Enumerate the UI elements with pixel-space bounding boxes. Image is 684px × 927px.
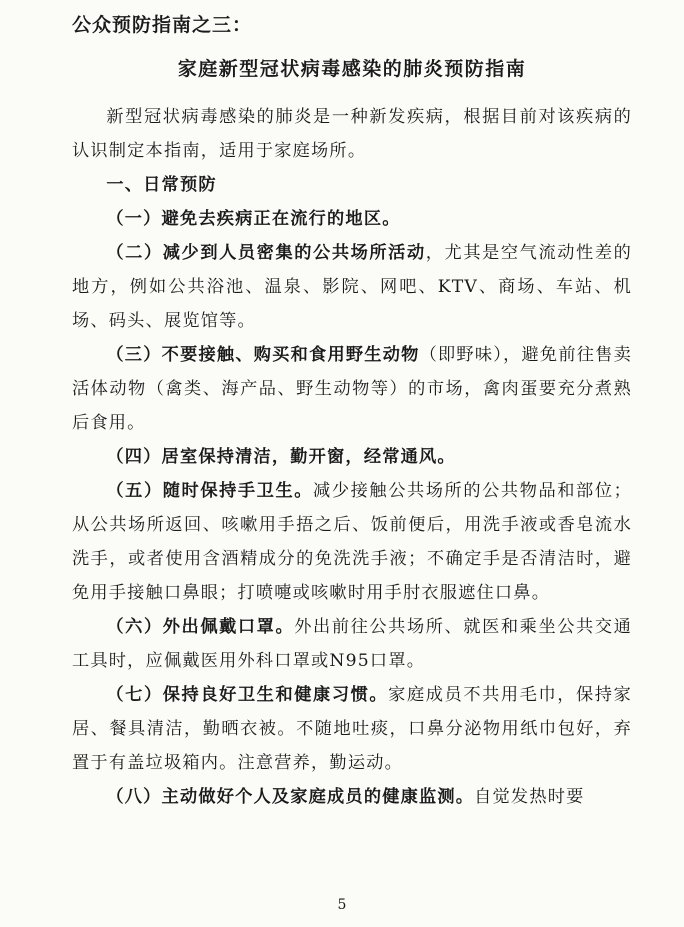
item-lead: （六）外出佩戴口罩。 (106, 617, 295, 637)
item-lead: （二）减少到人员密集的公共场所活动 (106, 243, 426, 263)
list-item (72, 236, 632, 338)
item-lead: （四）居室保持清洁，勤开窗，经常通风。 (106, 447, 456, 467)
item-lead: （三）不要接触、购买和食用野生动物 (106, 345, 420, 365)
item-body: 自觉发热时要 (474, 787, 585, 807)
item-lead: （五）随时保持手卫生。 (106, 481, 314, 501)
item-lead: （八）主动做好个人及家庭成员的健康监测。 (106, 787, 475, 807)
item-body: ，尤其是空气流动性差的地方，例如公共浴池、温泉、影院、网吧、KTV、商场、车站、机场、码头、展览馆等。 (72, 243, 632, 331)
section-heading: 一、日常预防 (106, 175, 217, 195)
list-item (72, 338, 632, 440)
item-body: 减少接触公共场所的公共物品和部位；从公共场所返回、咳嗽用手捂之后、饭前便后，用洗手液或香皂流水洗手，或者使用含酒精成分的免洗洗手液；不确定手是否清洁时，避免用手接触口鼻眼；打喷嚏或咳嗽时用手肘衣服遮住口鼻。 (72, 481, 633, 603)
page-number: 5 (337, 897, 347, 913)
item-body: 外出前往公共场所、就医和乘坐公共交通工具时，应佩戴医用外科口罩或N95口罩。 (72, 617, 632, 671)
list-item (72, 678, 632, 780)
list-item (72, 780, 632, 814)
list-item (72, 202, 632, 236)
document-title: 家庭新型冠状病毒感染的肺炎预防指南 (177, 58, 527, 80)
item-lead: （七）保持良好卫生和健康习惯。 (106, 685, 389, 705)
list-item (72, 474, 632, 610)
intro-paragraph: 新型冠状病毒感染的肺炎是一种新发疾病，根据目前对该疾病的认识制定本指南，适用于家庭场所。 (72, 107, 632, 161)
item-lead: （一）避免去疾病正在流行的地区。 (106, 209, 401, 229)
list-item (72, 610, 632, 678)
document-body (72, 100, 632, 814)
series-title: 公众预防指南之三： (72, 14, 253, 36)
item-body: 家庭成员不共用毛巾，保持家居、餐具清洁，勤晒衣被。不随地吐痰，口鼻分泌物用纸巾包好，弃置于有盖垃圾箱内。注意营养，勤运动。 (72, 685, 632, 773)
item-body: （即野味），避免前往售卖活体动物（禽类、海产品、野生动物等）的市场，禽肉蛋要充分煮熟后食用。 (72, 345, 632, 433)
list-item (72, 440, 632, 474)
